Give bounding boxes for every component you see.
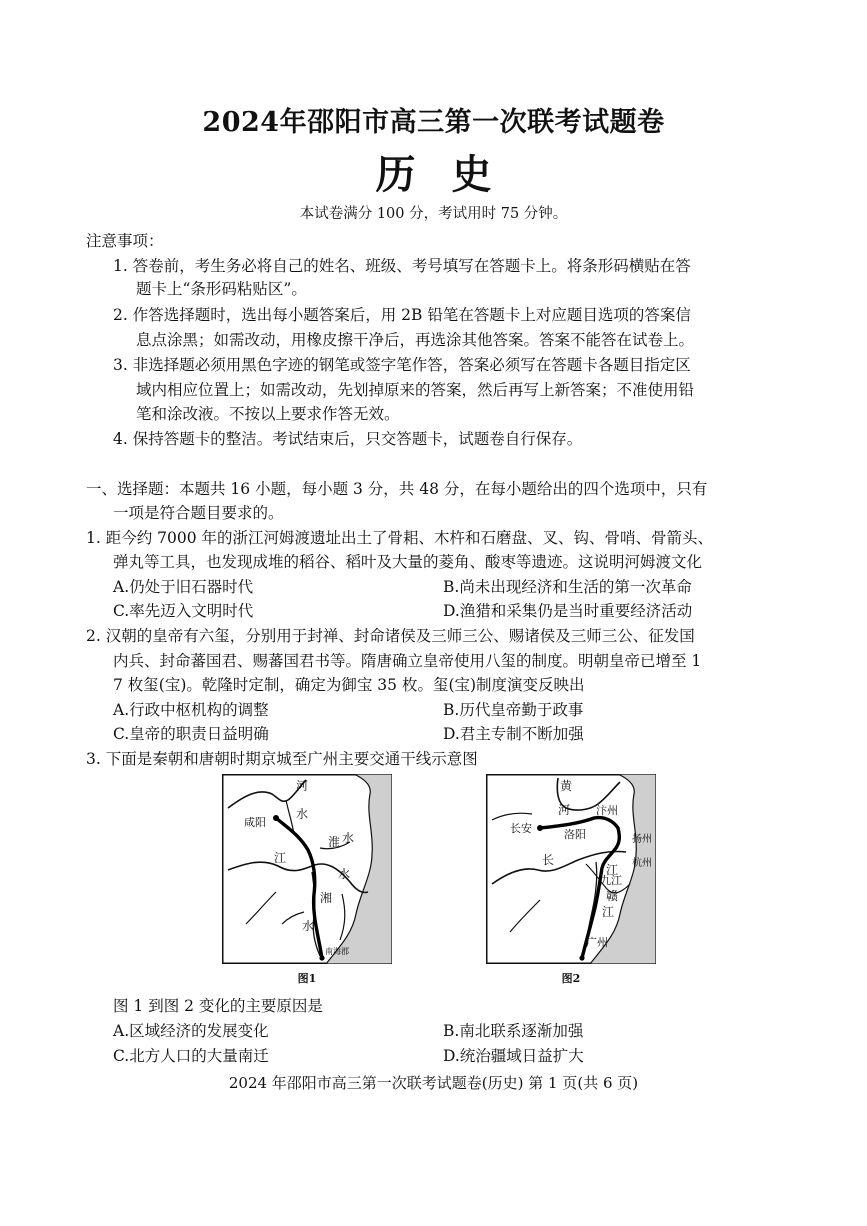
map1-label-xiang: 湘 [320,891,333,905]
map2-label-guangzhou: 广州 [586,936,608,949]
map2-label: 长 [542,853,555,867]
question-1-option-c: C.率先迈入文明时代 [113,602,254,620]
question-1-stem: 1. 距今约 7000 年的浙江河姆渡遗址出土了骨耜、木杵和石磨盘、叉、钩、骨哨、骨箭头、 [86,529,714,547]
map-tang-svg [486,774,656,964]
map2-label-luoyang: 洛阳 [564,828,586,841]
question-2-stem-cont: 内兵、封命蕃国君、赐蕃国君书等。隋唐确立皇帝使用八玺的制度。明朝皇帝已增至 1 [113,652,702,670]
notice-line: 题卡上“条形码粘贴区”。 [136,280,307,298]
page-footer: 2024 年邵阳市高三第一次联考试题卷(历史) 第 1 页(共 6 页) [228,1074,639,1092]
map-tang-route [486,774,656,985]
map1-label: 水 [342,831,355,845]
map1-label: 江 [274,851,287,865]
map1-caption: 图1 [297,972,317,985]
notice-line: 笔和涂改液。不按以上要求作答无效。 [136,405,400,423]
question-3-stem: 3. 下面是秦朝和唐朝时期京城至广州主要交通干线示意图 [86,750,478,768]
notice-line: 3. 非选择题必须用黑色字迹的钢笔或签字笔作答，答案必须写在答题卡各题目指定区 [113,356,691,374]
map1-label: 河 [296,779,309,793]
exam-info: 本试卷满分 100 分，考试用时 75 分钟。 [299,206,568,222]
question-3-option-b: B.南北联系逐渐加强 [443,1022,584,1040]
map1-label: 水 [296,807,309,821]
question-2-stem-cont: 7 枚玺(宝)。乾隆时定制，确定为御宝 35 枚。玺(宝)制度演变反映出 [113,676,585,694]
map-qin-svg [222,774,392,964]
map2-label: 赣 [606,889,619,903]
question-3-option-d: D.统治疆域日益扩大 [443,1047,584,1065]
question-2-option-c: C.皇帝的职责日益明确 [113,725,269,743]
section-heading-cont: 一项是符合题目要求的。 [113,504,284,522]
question-3-option-a: A.区域经济的发展变化 [113,1022,269,1040]
question-1-option-b: B.尚未出现经济和生活的第一次革命 [443,578,692,596]
notice-line: 4. 保持答题卡的整洁。考试结束后，只交答题卡，试题卷自行保存。 [113,430,583,448]
map2-label: 河 [558,803,571,817]
map2-caption: 图2 [561,972,581,985]
question-3-option-c: C.北方人口的大量南迁 [113,1047,269,1065]
notice-heading: 注意事项： [86,232,164,250]
map2-label-bianzhou: 汴州 [596,804,618,817]
question-1-stem-cont: 弹丸等工具，也发现成堆的稻谷、稻叶及大量的菱角、酸枣等遗迹。这说明河姆渡文化 [113,553,703,571]
map2-label-jiujiang: 九江 [600,874,622,887]
notice-line: 1. 答卷前，考生务必将自己的姓名、班级、考号填写在答题卡上。将条形码横贴在答 [113,257,691,275]
question-1-option-a: A.仍处于旧石器时代 [113,578,254,596]
question-2-stem: 2. 汉朝的皇帝有六玺，分别用于封禅、封命诸侯及三师三公、赐诸侯及三师三公、征发国 [86,627,695,645]
map2-label: 江 [606,863,619,877]
map1-label: 淮 [328,835,341,849]
question-1-option-d: D.渔猎和采集仍是当时重要经济活动 [443,602,693,620]
map1-label-xianyang: 咸阳 [244,816,266,829]
route-maps-figure [222,774,668,990]
question-2-option-d: D.君主专制不断加强 [443,725,584,743]
notice-line: 息点涂黑；如需改动，用橡皮擦干净后，再选涂其他答案。答案不能答在试卷上。 [136,331,695,349]
question-2-option-a: A.行政中枢机构的调整 [113,701,269,719]
map2-label-hangzhou: 杭州 [632,858,652,869]
question-3-prompt: 图 1 到图 2 变化的主要原因是 [113,997,323,1015]
map2-label: 黄 [560,779,573,793]
exam-title: 2024年邵阳市高三第一次联考试题卷 [202,107,665,138]
map1-label: 水 [302,919,315,933]
map2-label-changan: 长安 [510,822,532,835]
map1-label: 水 [338,867,351,881]
section-heading: 一、选择题：本题共 16 小题，每小题 3 分，共 48 分，在每小题给出的四个选项中，只有 [86,480,708,498]
question-2-option-b: B.历代皇帝勤于政事 [443,701,584,719]
subject-title: 历史 [375,151,528,198]
map2-label-yangzhou: 扬州 [632,834,652,845]
notice-line: 2. 作答选择题时，选出每小题答案后，用 2B 铅笔在答题卡上对应题目选项的答案信 [113,306,691,324]
map1-label-nanhai: 南海郡 [325,947,349,956]
map-qin-route [222,774,392,985]
map2-label: 江 [602,905,615,919]
notice-line: 域内相应位置上；如需改动，先划掉原来的答案，然后再写上新答案；不准使用铅 [136,381,695,399]
